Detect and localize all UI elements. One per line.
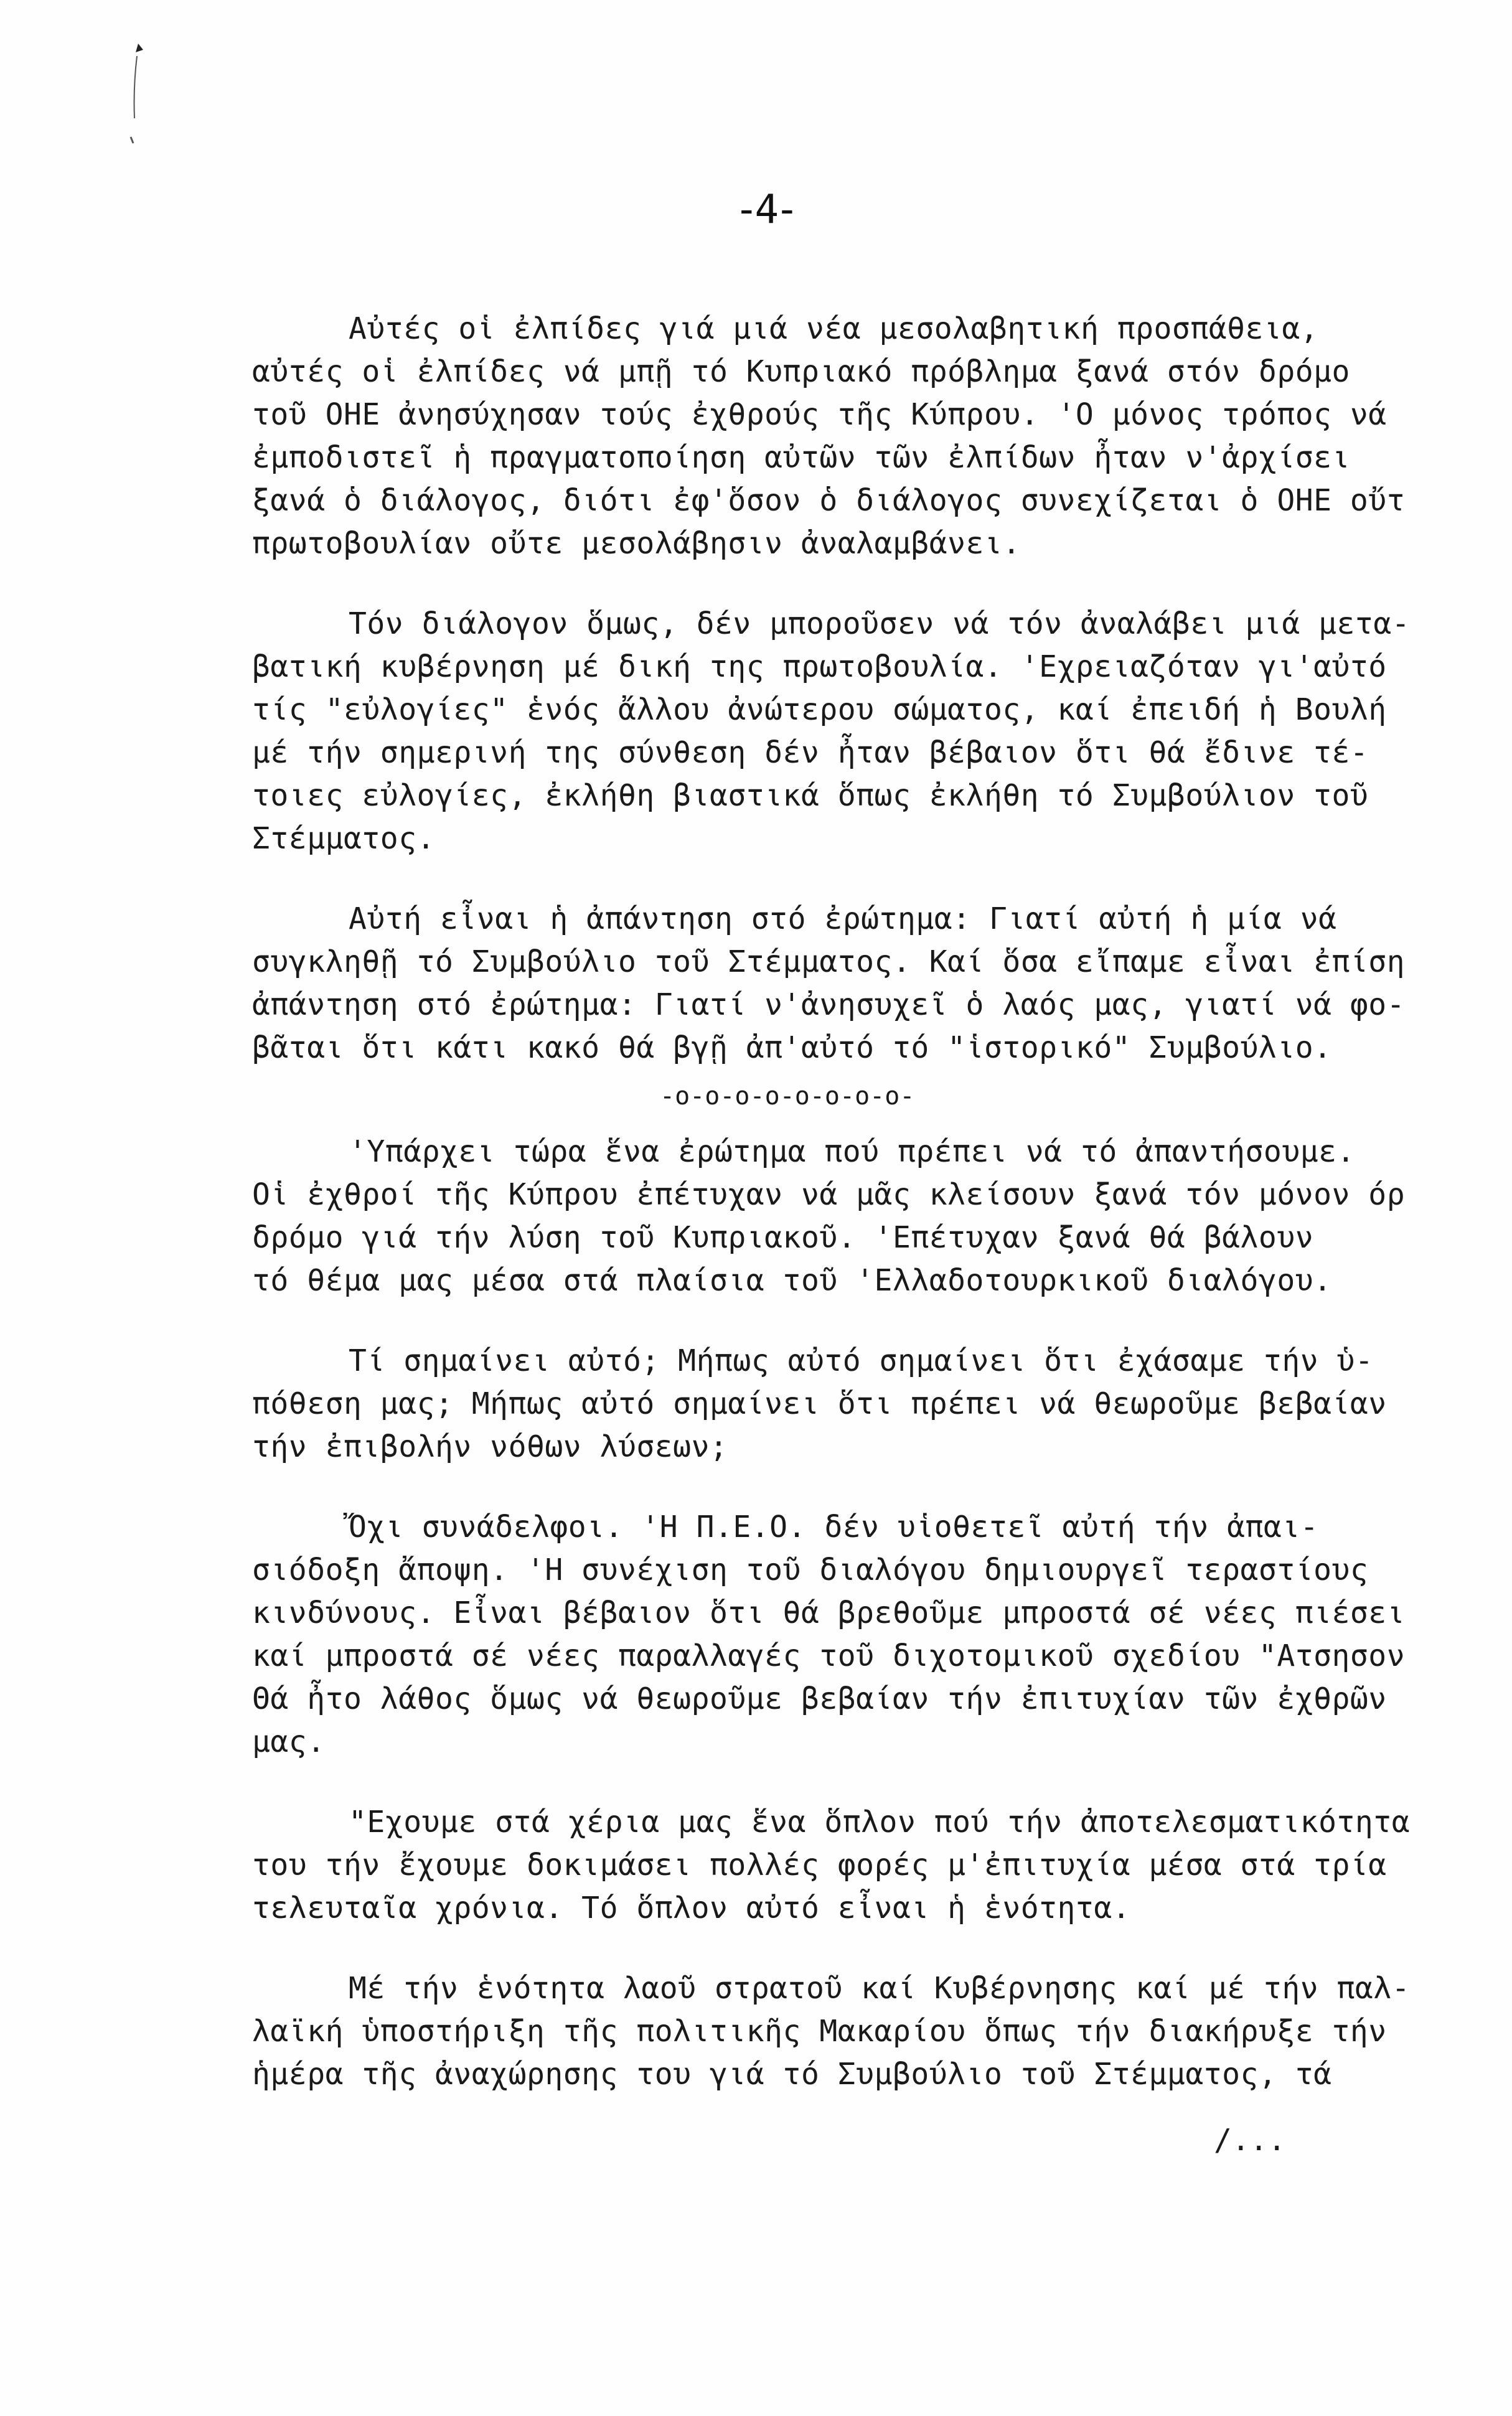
text-line: δρόμο γιά τήν λύση τοῦ Κυπριακοῦ. 'Επέτυχαν ξανά θά βάλουν xyxy=(252,1220,1314,1255)
text-line: Τί σημαίνει αὐτό; Μήπως αὐτό σημαίνει ὅτι ἐχάσαμε τήν ὑ- xyxy=(349,1343,1374,1378)
text-line: του τήν ἔχουμε δοκιμάσει πολλές φορές μ'ἐπιτυχία μέσα στά τρία xyxy=(252,1848,1387,1883)
section-separator: -o-o-o-o-o-o-o-o- xyxy=(660,1082,915,1111)
continuation-mark: /... xyxy=(1214,2123,1286,2158)
text-line: Οἱ ἐχθροί τῆς Κύπρου ἐπέτυχαν νά μᾶς κλείσουν ξανά τόν μόνον όρ xyxy=(252,1177,1406,1212)
text-line: αὐτές οἱ ἐλπίδες νά μπῇ τό Κυπριακό πρόβλημα ξανά στόν δρόμο xyxy=(252,354,1350,389)
text-line: Τόν διάλογον ὅμως, δέν μποροῦσεν νά τόν ἀναλάβει μιά μετα- xyxy=(349,606,1411,641)
text-line: σιόδοξη ἄποψη. 'Η συνέχιση τοῦ διαλόγου δημιουργεῖ τεραστίους xyxy=(252,1553,1369,1587)
text-line: βᾶται ὅτι κάτι κακό θά βγῇ ἀπ'αὐτό τό "ἱστορικό" Συμβούλιο. xyxy=(252,1030,1332,1065)
text-line: τίς "εὐλογίες" ἑνός ἄλλου ἀνώτερου σώματος, καί ἐπειδή ἡ Βουλή xyxy=(252,692,1387,727)
text-line: Αὐτές οἱ ἐλπίδες γιά μιά νέα μεσολαβητική προσπάθεια, xyxy=(349,311,1319,346)
text-line: πρωτοβουλίαν οὔτε μεσολάβησιν ἀναλαμβάνει. xyxy=(252,526,1021,561)
text-line: Στέμματος. xyxy=(252,821,435,856)
text-line: πόθεση μας; Μήπως αὐτό σημαίνει ὅτι πρέπει νά θεωροῦμε βεβαίαν xyxy=(252,1386,1387,1421)
text-line: τήν ἐπιβολήν νόθων λύσεων; xyxy=(252,1429,728,1464)
text-line: Μέ τήν ἑνότητα λαοῦ στρατοῦ καί Κυβέρνησης καί μέ τήν παλ- xyxy=(349,1971,1411,2006)
text-line: κινδύνους. Εἶναι βέβαιον ὅτι θά βρεθοῦμε μπροστά σέ νέες πιέσει xyxy=(252,1596,1406,1630)
text-line: τοιες εὐλογίες, ἐκλήθη βιαστικά ὅπως ἐκλήθη τό Συμβούλιον τοῦ xyxy=(252,778,1369,813)
text-line: ξανά ὁ διάλογος, διότι ἐφ'ὅσον ὁ διάλογος συνεχίζεται ὁ ΟΗΕ οὔτ xyxy=(252,483,1406,518)
text-line: συγκληθῇ τό Συμβούλιο τοῦ Στέμματος. Καί ὅσα εἴπαμε εἶναι ἐπίση xyxy=(252,944,1406,979)
text-line: "Εχουμε στά χέρια μας ἕνα ὅπλον πού τήν ἀποτελεσματικότητα xyxy=(349,1805,1411,1840)
text-line: 'Υπάρχει τώρα ἕνα ἐρώτημα πού πρέπει νά τό ἀπαντήσουμε. xyxy=(349,1134,1355,1169)
page-number: -4- xyxy=(735,187,796,233)
text-line: λαϊκή ὑποστήριξη τῆς πολιτικῆς Μακαρίου ὅπως τήν διακήρυξε τήν xyxy=(252,2014,1387,2049)
text-line: βατική κυβέρνηση μέ δική της πρωτοβουλία. 'Εχρειαζόταν γι'αὐτό xyxy=(252,649,1387,684)
text-line: Ὄχι συνάδελφοι. 'Η Π.Ε.Ο. δέν υἱοθετεῖ αὐτή τήν ἀπαι- xyxy=(349,1510,1319,1544)
text-line: ἡμέρα τῆς ἀναχώρησης του γιά τό Συμβούλιο τοῦ Στέμματος, τά xyxy=(252,2057,1332,2092)
ink-mark-icon xyxy=(124,44,149,149)
text-line: Θά ἦτο λάθος ὅμως νά θεωροῦμε βεβαίαν τήν ἐπιτυχίαν τῶν ἐχθρῶν xyxy=(252,1681,1387,1716)
text-line: μέ τήν σημερινή της σύνθεση δέν ἦταν βέβαιον ὅτι θά ἔδινε τέ- xyxy=(252,735,1369,770)
text-line: μας. xyxy=(252,1724,326,1759)
text-line: Αὐτή εἶναι ἡ ἀπάντηση στό ἐρώτημα: Γιατί αὐτή ἡ μία νά xyxy=(349,901,1337,936)
text-line: τοῦ ΟΗΕ ἀνησύχησαν τούς ἐχθρούς τῆς Κύπρου. 'Ο μόνος τρόπος νά xyxy=(252,397,1387,432)
text-line: ἀπάντηση στό ἐρώτημα: Γιατί ν'ἀνησυχεῖ ὁ λαός μας, γιατί νά φο- xyxy=(252,987,1406,1022)
text-line: τελευταῖα χρόνια. Τό ὅπλον αὐτό εἶναι ἡ ἑνότητα. xyxy=(252,1891,1131,1925)
text-line: τό θέμα μας μέσα στά πλαίσια τοῦ 'Ελλαδοτουρκικοῦ διαλόγου. xyxy=(252,1263,1332,1298)
text-line: καί μπροστά σέ νέες παραλλαγές τοῦ διχοτομικοῦ σχεδίου "Ατσησον xyxy=(252,1638,1406,1673)
text-line: ἐμποδιστεῖ ἡ πραγματοποίηση αὐτῶν τῶν ἐλπίδων ἦταν ν'ἀρχίσει xyxy=(252,440,1350,475)
